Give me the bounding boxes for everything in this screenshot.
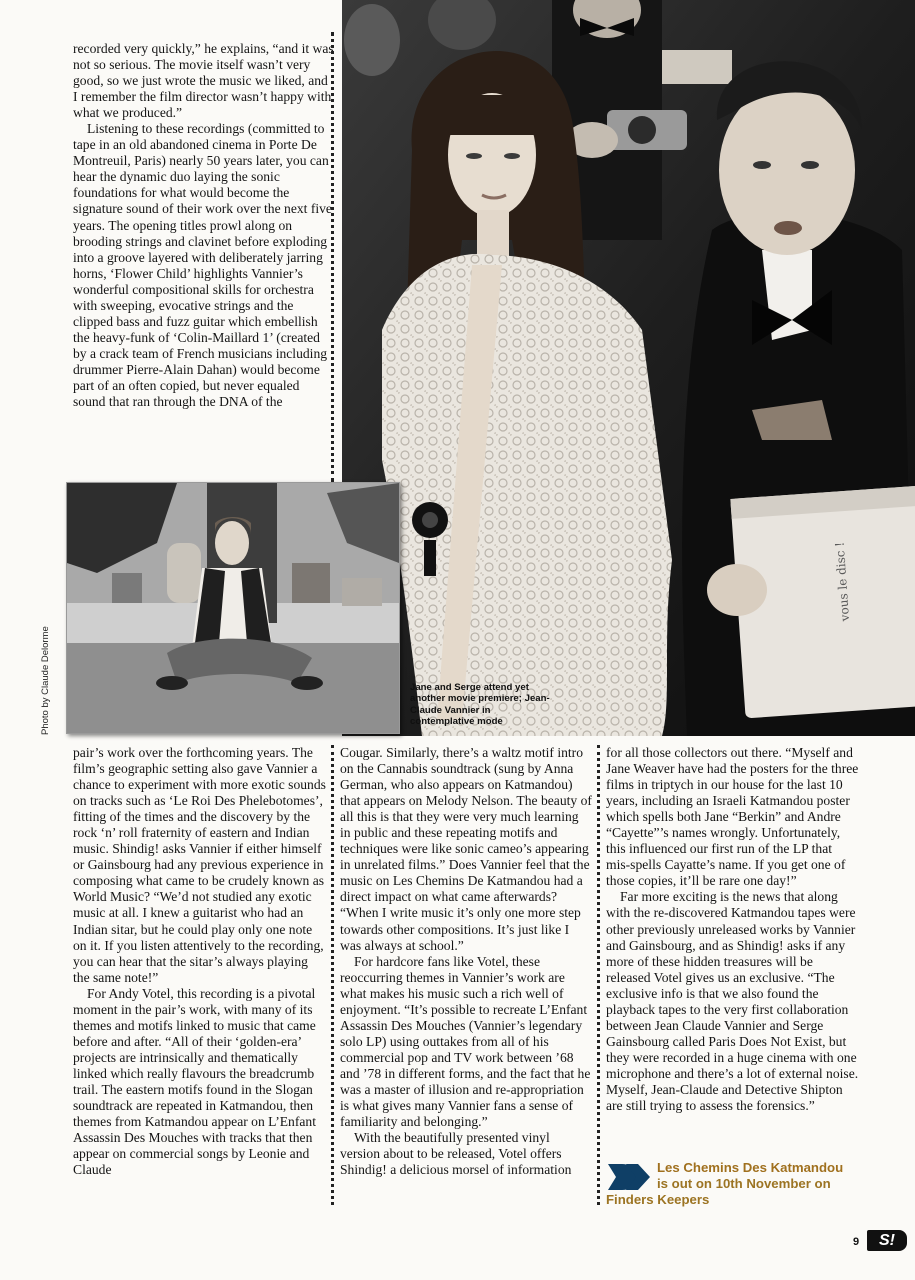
main-photo <box>342 0 915 736</box>
box-text: vous le disc ! <box>832 541 853 622</box>
article-column-2 <box>340 745 592 1178</box>
inset-photo <box>66 482 400 734</box>
promo-line: is out on 10th November on <box>657 1176 831 1191</box>
paragraph: For Andy Votel, this recording is a pivotal moment in the pair’s work, with many of its themes and motifs linked to music that came before and after. “All of their ‘golden-era’ projects are intrinsically and thematically linked which really flavours the breadcrumb trail. The eastern motifs found in the Slogan soundtrack are repeated in Katmandou, then themes from Katmandou appear on L’Enfant Assassin Des Mouches with tracks that then appear on commercial songs by Leonie and Claude <box>73 985 316 1178</box>
shindig-logo: S! <box>867 1230 907 1251</box>
arrow-logo-icon <box>606 1162 652 1192</box>
paragraph: recorded very quickly,” he explains, “and it was not so serious. The movie itself wasn’t very good, so we just wrote the music we liked, and I remember the film director wasn’t happy with what we produced.” <box>73 41 334 121</box>
photo-caption: Jane and Serge attend yet another movie premiere; Jean-Claude Vannier in contemplative mode <box>410 682 550 728</box>
paragraph: With the beautifully presented vinyl version about to be released, Votel offers Shindig! a delicious morsel of information <box>340 1130 572 1178</box>
paragraph: Cougar. Similarly, there’s a waltz motif intro on the Cannabis soundtrack (sung by Anna German, who also appears on Katmandou) that appears on Melody Nelson. The beauty of all this is that they were very much learning in public and these repeating motifs and techniques were like sonic cameo’s appearing in unrelated films.” Does Vannier feel that the music on Les Chemins De Katmandou had a direct impact on what came afterwards? “When I write music it’s only one more step towards other compositions. It’s just like I was always at school.” <box>340 745 592 953</box>
main-photo-illustration <box>342 0 915 736</box>
article-column-top <box>73 41 335 410</box>
inset-photo-illustration <box>67 483 399 733</box>
column-rule <box>597 745 600 1205</box>
page-number: 9 <box>853 1236 860 1248</box>
promo-title: Les Chemins Des Katmandou <box>657 1160 844 1175</box>
column-rule <box>331 745 334 1205</box>
paragraph: Listening to these recordings (committed to tape in an old abandoned cinema in Porte De Montreuil, Paris) nearly 50 years later, you can hear the dynamic duo laying the sonic foundations for what would become the signature sound of their work over the next five years. The opening titles prowl along on brooding strings and clavinet before exploding into a groove layered with deliberately jarring horns, ‘Flower Child’ highlights Vannier’s wonderful compositional skills for orchestra with sweeping, evocative strings and the clipped bass and fuzz guitar which embellish the heavy-funk of ‘Colin-Maillard 1’ (created by a crack team of French musicians including drummer Pierre-Alain Dahan) would become part of an often copied, but never equaled sound that ran through the DNA of the <box>73 121 332 410</box>
article-column-1 <box>73 745 326 1178</box>
column-rule <box>331 32 334 482</box>
paragraph: For hardcore fans like Votel, these reoccurring themes in Vannier’s work are what makes his music such a rich well of enjoyment. “It’s possible to recreate L’Enfant Assassin Des Mouches (Vannier’s legendary solo LP) using outtakes from all of his commercial pop and TV work between ’68 and ’78 in different forms, and the fact that he was a master of illusion and re-appropriation is what gives many Vannier fans a sense of familiarity and belonging.” <box>340 953 591 1130</box>
photo-credit: Photo by Claude Delorme <box>40 626 51 735</box>
article-column-3 <box>606 745 859 1114</box>
paragraph: Far more exciting is the news that along with the re-discovered Katmandou tapes were other previously unreleased works by Vannier and Gainsbourg, and as Shindig! asks if any more of these hidden treasures will be released Votel gives us an exclusive. “The exclusive info is that we also found the playback tapes to the very first collaboration between Jean Claude Vannier and Serge Gainsbourg called Paris Does Not Exist, but they were recorded in a huge cinema with one microphone and there’s a lot of external noise. Myself, Jean-Claude and Detective Shipton are still trying to assess the forensics.” <box>606 889 859 1114</box>
promo-label: Finders Keepers <box>606 1192 710 1207</box>
paragraph: for all those collectors out there. “Myself and Jane Weaver have had the posters for the three films in triptych in our house for the last 10 years, including an Israeli Katmandou poster which spells both Jane “Berkin” and Andre “Cayette”’s names wrongly. Unfortunately, this influenced our first run of the LP that mis-spells Cayatte’s name. If you get one of those copies, it’ll be rare one day!” <box>606 745 859 889</box>
paragraph: pair’s work over the forthcoming years. The film’s geographic setting also gave Vannier a chance to experiment with more exotic sounds on tracks such as ‘Le Roi Des Phelebotomes’, fitting of the times and the discovery by the rock ‘n’ roll fraternity of eastern and Indian music. Shindig! asks Vannier if either himself or Gainsbourg had any previous experience in composing what came to be crudely known as World Music? “We’d not studied any exotic music at all. I knew a guitarist who had an Indian sitar, but he could play only one note on it. If you listen attentively to the recording, you can hear that the sitar’s always playing the same note!” <box>73 745 326 985</box>
